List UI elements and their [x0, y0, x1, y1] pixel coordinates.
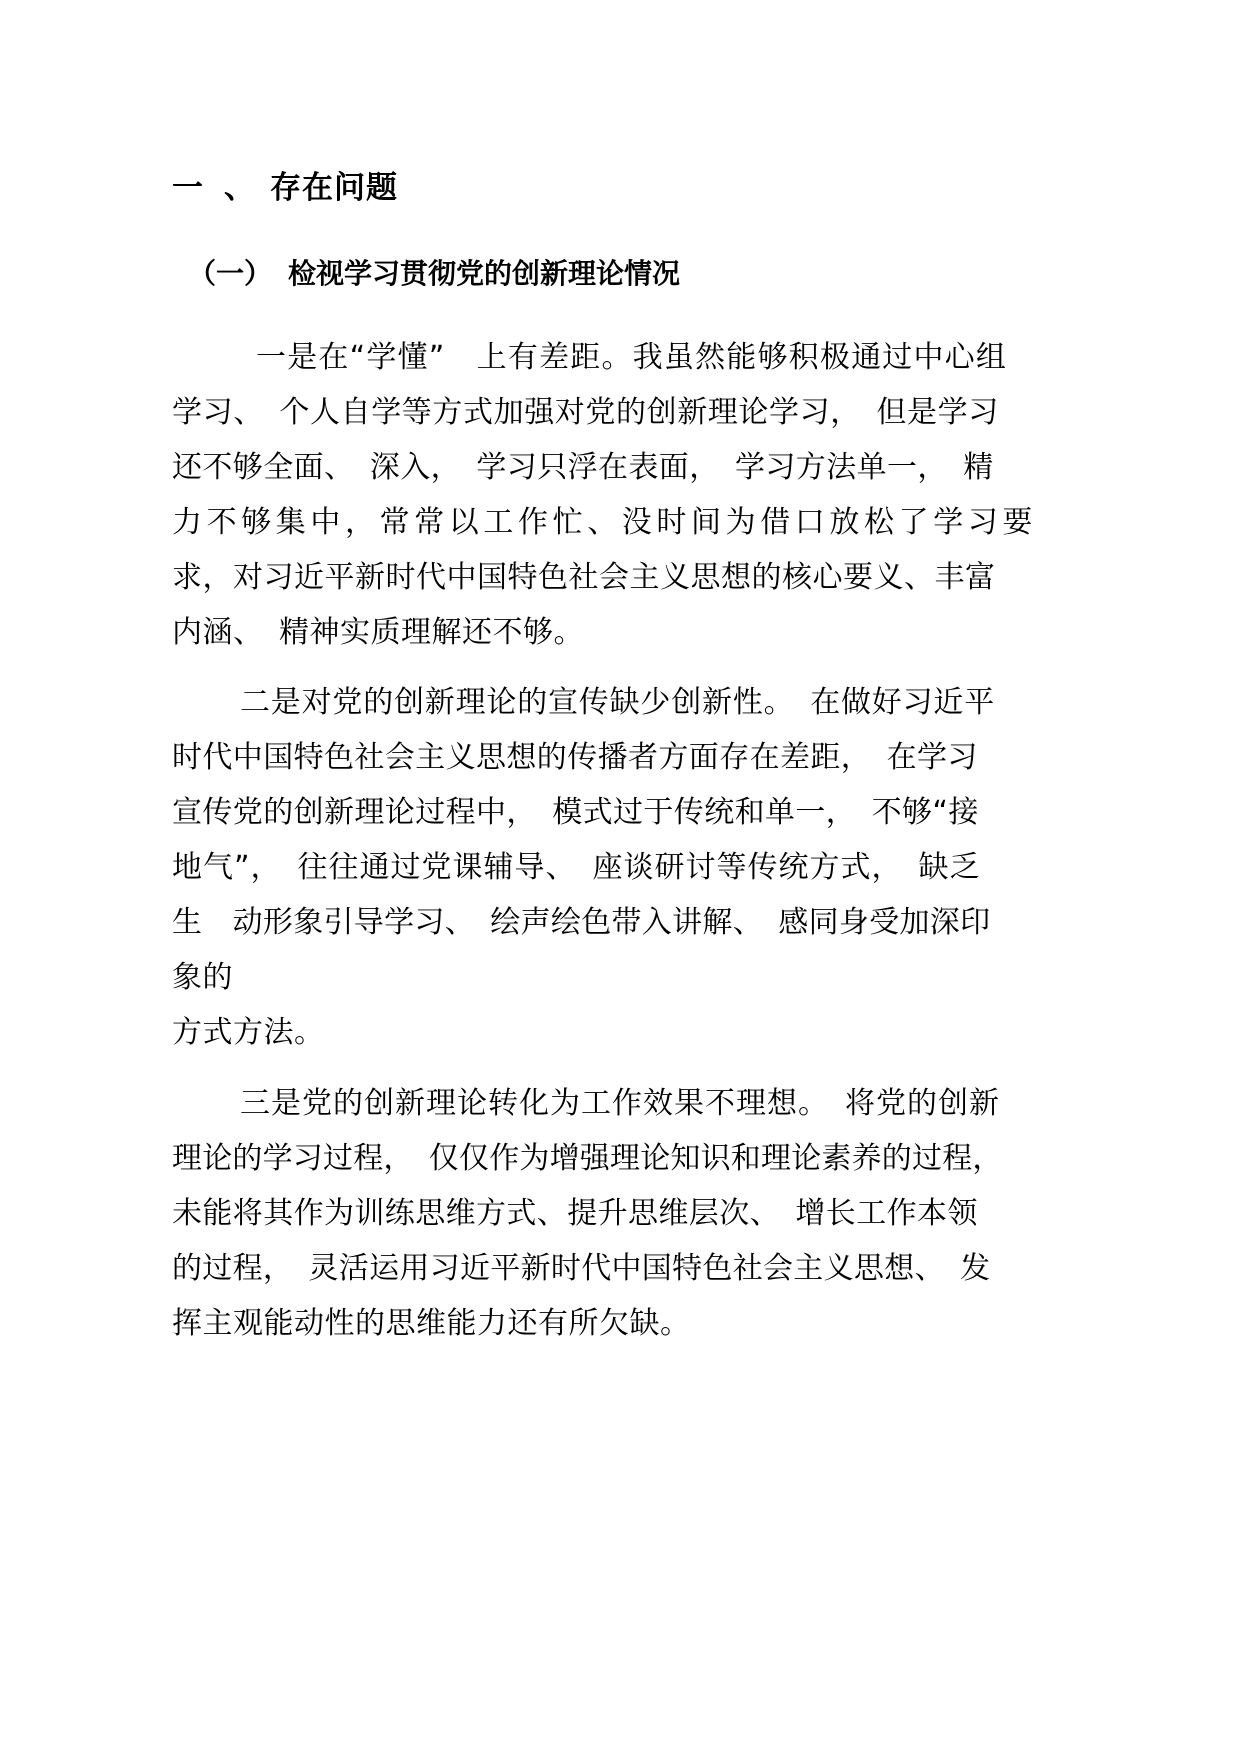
paragraph-line: 地气”， 往往通过党课辅导、 座谈研讨等传统方式， 缺乏 [172, 850, 981, 885]
paragraph-line: 挥主观能动性的思维能力还有所欠缺。 [172, 1306, 691, 1341]
section-separator: 、 [224, 170, 256, 206]
paragraph-line: 未能将其作为训练思维方式、提升思维层次、 增长工作本领 [172, 1196, 978, 1231]
section-heading [172, 162, 398, 207]
paragraph-line: 理论的学习过程， 仅仅作为增强理论知识和理论素养的过程， [172, 1141, 1003, 1176]
paragraph-line: 方式方法。 [172, 1015, 325, 1050]
subsection-heading [188, 252, 680, 292]
paragraph-line: 二是对党的创新理论的宣传缺少创新性。 在做好习近平 [240, 685, 995, 720]
paragraph-line: 求，对习近平新时代中国特色社会主义思想的核心要义、丰富 [172, 560, 996, 595]
paragraph-line: 时代中国特色社会主义思想的传播者方面存在差距， 在学习 [172, 740, 978, 775]
paragraph-line: 的过程， 灵活运用习近平新时代中国特色社会主义思想、 发 [172, 1251, 991, 1286]
subsection-number: （一） [188, 257, 273, 290]
paragraph-line: 宣传党的创新理论过程中， 模式过于传统和单一， 不够“接 [172, 795, 979, 830]
paragraph-line: 生 动形象引导学习、 绘声绘色带入讲解、 感同身受加深印 [172, 905, 991, 940]
paragraph-line: 象的 [172, 960, 233, 995]
paragraph-line: 三是党的创新理论转化为工作效果不理想。 将党的创新 [240, 1086, 1000, 1121]
section-number: 一 [172, 170, 204, 206]
paragraph-line: 学习、 个人自学等方式加强对党的创新理论学习， 但是学习 [172, 395, 999, 430]
subsection-title: 检视学习贯彻党的创新理论情况 [288, 257, 681, 290]
paragraph-line: 一是在“学懂” 上有差距。我虽然能够积极通过中心组 [256, 340, 1008, 375]
paragraph-line: 还不够全面、 深入， 学习只浮在表面， 学习方法单一， 精 [172, 450, 994, 485]
section-title: 存在问题 [270, 170, 398, 206]
paragraph-line: 力不够集中，常常以工作忙、没时间为借口放松了学习要 [172, 505, 1037, 540]
paragraph-line: 内涵、 精神实质理解还不够。 [172, 615, 584, 650]
